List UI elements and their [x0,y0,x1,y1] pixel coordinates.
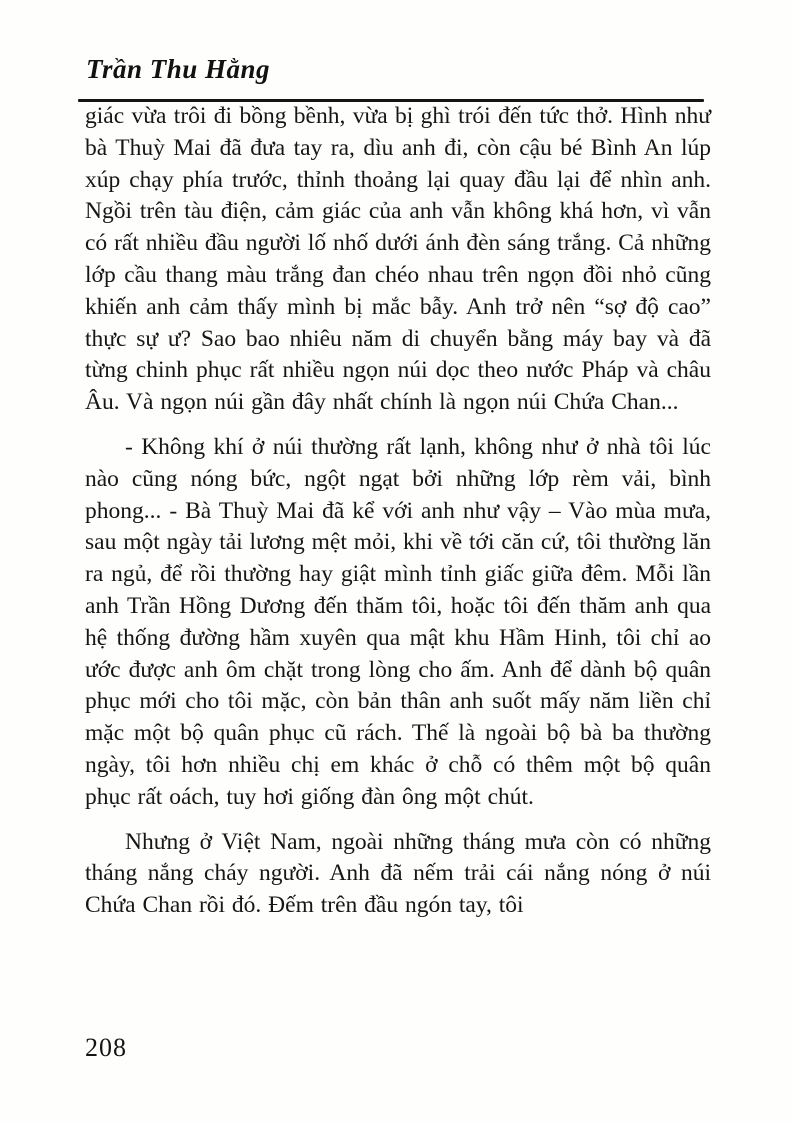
paragraph-1: giác vừa trôi đi bồng bềnh, vừa bị ghì trói đến tức thở. Hình như bà Thuỳ Mai đã đưa tay ra, dìu anh đi, còn cậu bé Bình An lúp xúp chạy phía trước, thỉnh thoảng lại quay đầu lại để nhìn anh. Ngồi trên tàu điện, cảm giác của anh vẫn không khá hơn, vì vẫn có rất nhiều đầu người lố nhố dưới ánh đèn sáng trắng. Cả những lớp cầu thang màu trắng đan chéo nhau trên ngọn đồi nhỏ cũng khiến anh cảm thấy mình bị mắc bẫy. Anh trở nên “sợ độ cao” thực sự ư? Sao bao nhiêu năm di chuyển bằng máy bay và đã từng chinh phục rất nhiều ngọn núi dọc theo nước Pháp và châu Âu. Và ngọn núi gần đây nhất chính là ngọn núi Chứa Chan... [85,103,711,416]
author-name: Trần Thu Hằng [86,54,271,84]
paragraph-3: Nhưng ở Việt Nam, ngoài những tháng mưa còn có những tháng nắng cháy người. Anh đã nếm trải cái nắng nóng ở núi Chứa Chan rồi đó. Đếm trên đầu ngón tay, tôi [85,828,711,919]
page-number: 208 [85,1033,127,1062]
body-text [85,101,711,935]
page-header [86,54,706,85]
paragraph-2: - Không khí ở núi thường rất lạnh, không như ở nhà tôi lúc nào cũng nóng bức, ngột ngạt bởi những lớp rèm vải, bình phong... - Bà Thuỳ Mai đã kể với anh như vậy – Vào mùa mưa, sau một ngày tải lương mệt mỏi, khi về tới căn cứ, tôi thường lăn ra ngủ, để rồi thường hay giật mình tỉnh giấc giữa đêm. Mỗi lần anh Trần Hồng Dương đến thăm tôi, hoặc tôi đến thăm anh qua hệ thống đường hầm xuyên qua mật khu Hầm Hinh, tôi chỉ ao ước được anh ôm chặt trong lòng cho ấm. Anh để dành bộ quân phục mới cho tôi mặc, còn bản thân anh suốt mấy năm liền chỉ mặc một bộ quân phục cũ rách. Thế là ngoài bộ bà ba thường ngày, tôi hơn nhiều chị em khác ở chỗ có thêm một bộ quân phục rất oách, tuy hơi giống đàn ông một chút. [85,433,711,810]
